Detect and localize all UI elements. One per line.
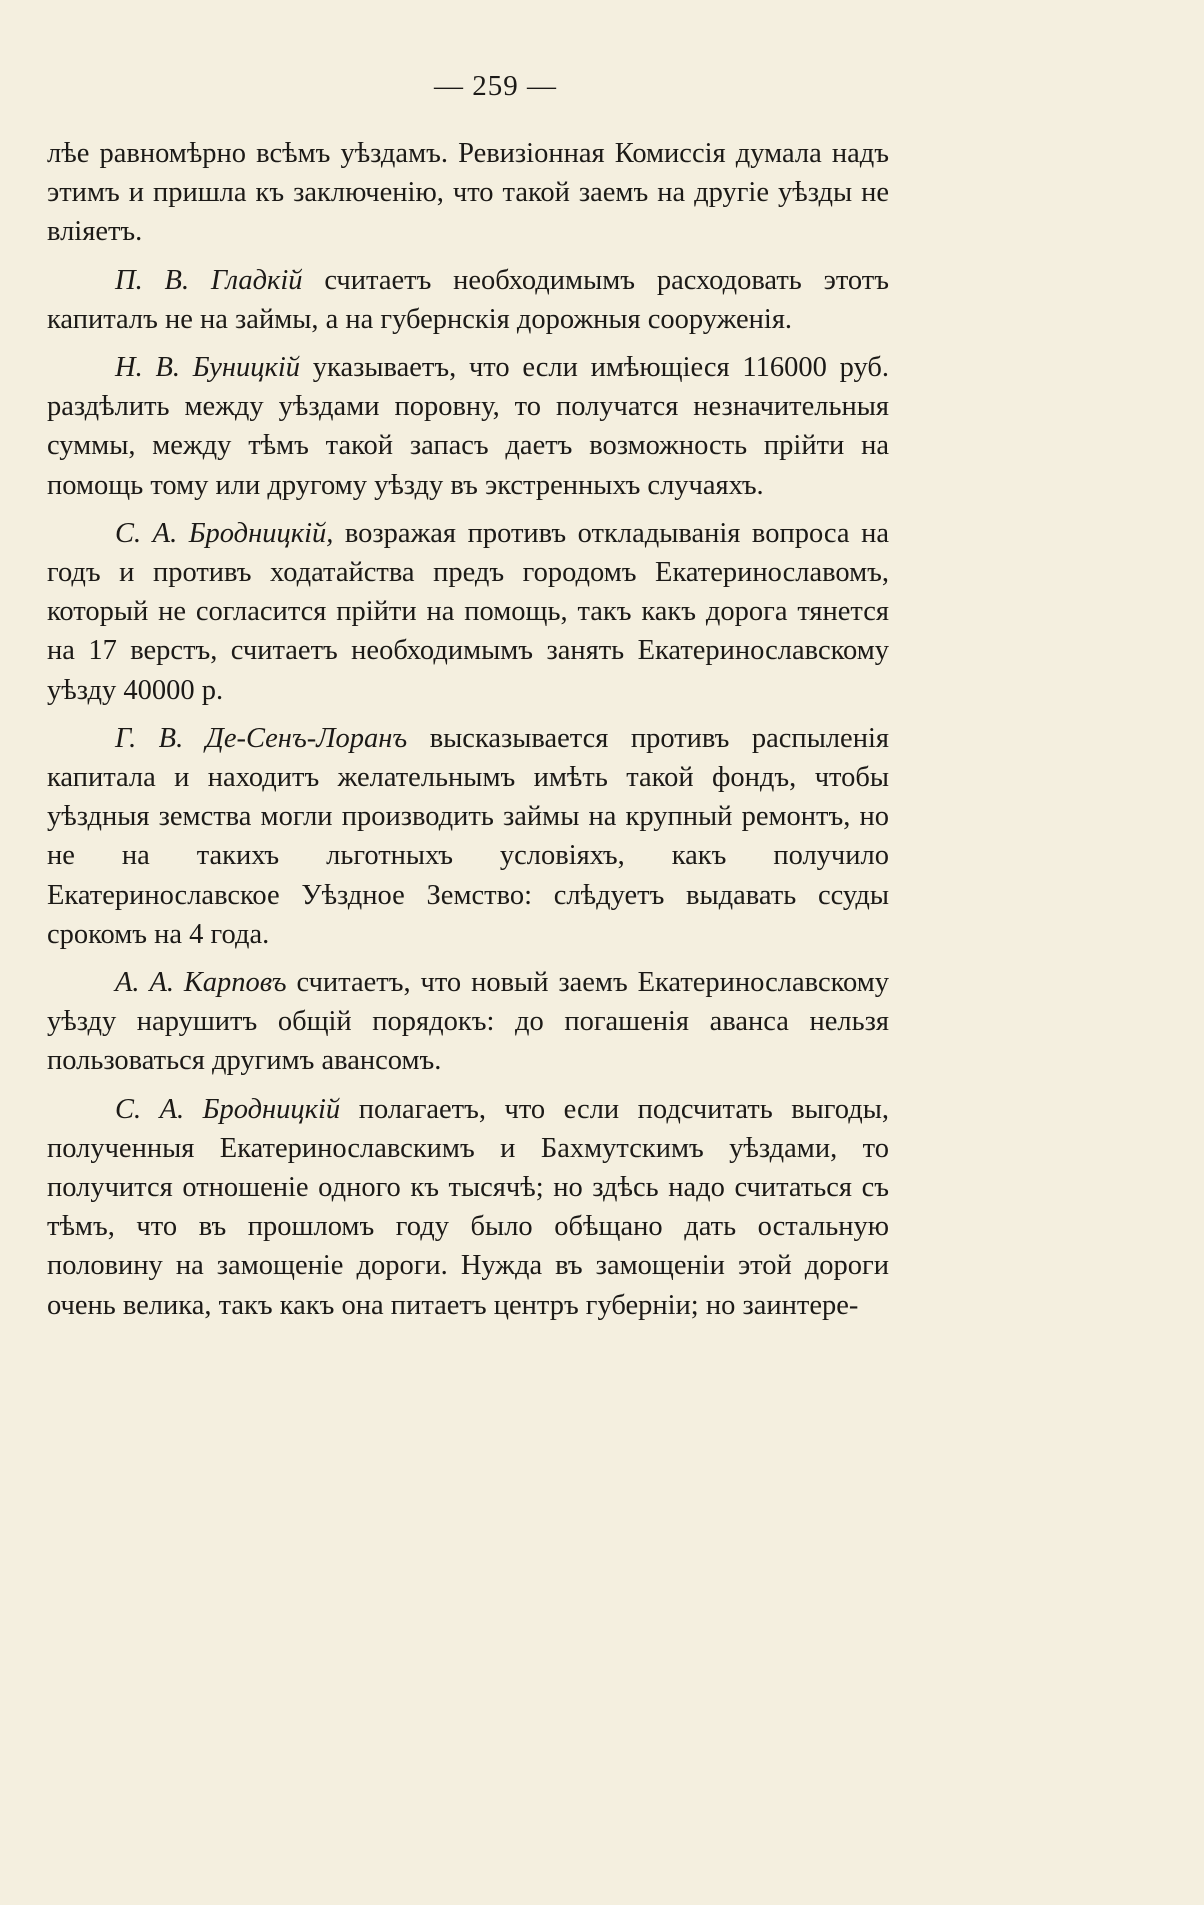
paragraph-4 (47, 514, 889, 710)
paragraph-7 (47, 1090, 889, 1325)
page-number: — 259 — (434, 70, 557, 102)
paragraph-6-text: считаетъ, что новый заемъ Екатеринославскому уѣзду нарушитъ общій порядокъ: до погашенія аванса нельзя пользоваться другимъ авансомъ. (47, 967, 889, 1077)
speaker-name: А. А. Карповъ (115, 967, 287, 999)
paragraph-5 (47, 719, 889, 954)
paragraph-3 (47, 348, 889, 505)
paragraph-2-text: считаетъ необходимымъ расходовать этотъ капиталъ не на займы, а на губернскія дорожныя сооруженія. (47, 264, 889, 335)
paragraph-5-text: высказывается противъ распыленія капитала и находитъ желательнымъ имѣть такой фондъ, чтобы уѣздныя земства могли производить займы на крупный ремонтъ, но не на такихъ льготныхъ условіяхъ, какъ получило Екатеринославское Уѣздное Земство: слѣдуетъ выдавать ссуды срокомъ на 4 года. (47, 722, 889, 950)
paragraph-1-text: лѣе равномѣрно всѣмъ уѣздамъ. Ревизіонная Комиссія думала надъ этимъ и пришла къ заключенію, что такой заемъ на другіе уѣзды не вліяетъ. (47, 138, 889, 248)
page-text (47, 134, 889, 1334)
paragraph-6 (47, 963, 889, 1081)
speaker-name: С. А. Бродницкій (115, 1093, 341, 1125)
speaker-name: Г. В. Де-Сенъ-Лоранъ (115, 722, 408, 754)
paragraph-2 (47, 261, 889, 339)
speaker-name: С. А. Бродницкій, (115, 517, 334, 549)
paragraph-3-text: указываетъ, что если имѣющіеся 116000 руб. раздѣлить между уѣздами поровну, то получатся незначительныя суммы, между тѣмъ такой запасъ даетъ возможность прійти на помощь тому или другому уѣзду въ экстренныхъ случаяхъ. (47, 352, 889, 501)
paragraph-1 (47, 134, 889, 252)
speaker-name: Н. В. Буницкій (115, 352, 301, 384)
paragraph-7-text: полагаетъ, что если подсчитать выгоды, полученныя Екатеринославскимъ и Бахмутскимъ уѣздами, то получится отношеніе одного къ тысячѣ; но здѣсь надо считаться съ тѣмъ, что въ прошломъ году было обѣщано дать остальную половину на замощеніе дороги. Нужда въ замощеніи этой дороги очень велика, такъ какъ она питаетъ центръ губерніи; но заинтере- (47, 1093, 889, 1321)
speaker-name: П. В. Гладкій (115, 264, 303, 296)
paragraph-4-text: возражая противъ откладыванія вопроса на годъ и противъ ходатайства предъ городомъ Екатеринославомъ, который не согласится прійти на помощь, такъ какъ дорога тянется на 17 верстъ, считаетъ необходимымъ занять Екатеринославскому уѣзду 40000 р. (47, 517, 889, 706)
